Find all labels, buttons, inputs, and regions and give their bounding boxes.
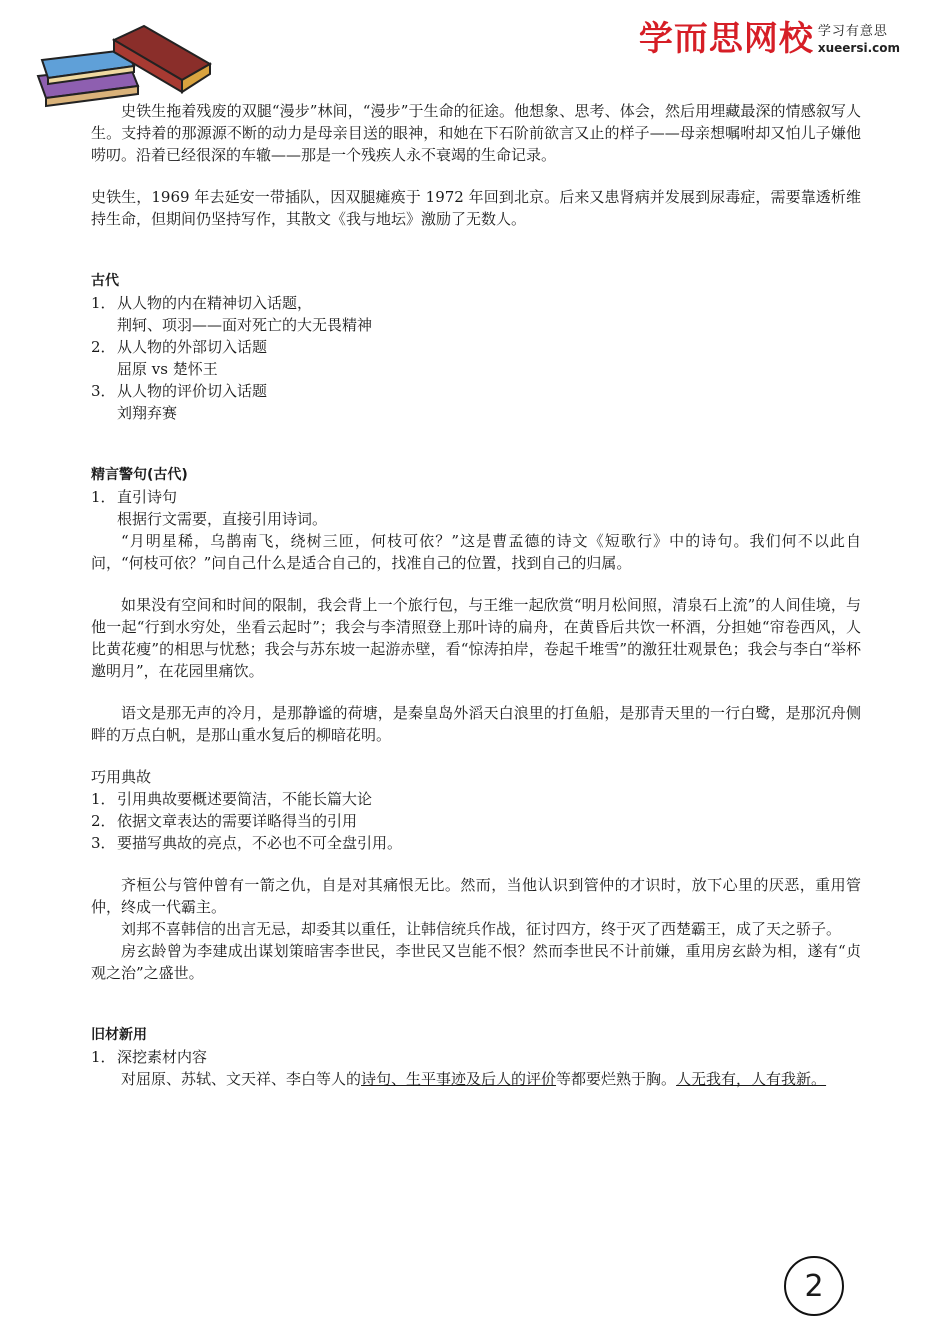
paragraph: 史铁生拖着残废的双腿“漫步”林间，“漫步”于生命的征途。他想象、思考、体会，然后用埋藏最深的情感叙写人生。支持着的那源源不断的动力是母亲目送的眼神，和她在下石阶前欲言又止的样子——母亲想嘱咐却又怕儿子嫌他唠叨。沿着已经很深的车辙——那是一个残疾人永不衰竭的生命记录。: [91, 102, 861, 164]
list-item-example: 刘翔弃赛: [117, 404, 178, 422]
section-heading: 精言警句(古代): [91, 467, 188, 483]
paragraph: 齐桓公与管仲曾有一箭之仇，自是对其痛恨无比。然而，当他认识到管仲的才识时，放下心里的厌恶，重用管仲，终成一代霸主。: [91, 876, 861, 916]
list-item: 2． 依据文章表达的需要详略得当的引用: [91, 812, 358, 830]
list-item-description: 根据行文需要，直接引用诗词。: [117, 510, 328, 528]
page-number: 2: [784, 1256, 844, 1316]
paragraph: 语文是那无声的冷月，是那静谧的荷塘，是秦皇岛外滔天白浪里的打鱼船，是那青天里的一行白鹭，是那沉舟侧畔的万点白帆，是那山重水复后的柳暗花明。: [91, 704, 861, 744]
paragraph: 房玄龄曾为李建成出谋划策暗害李世民，李世民又岂能不恨？然而李世民不计前嫌，重用房玄龄为相，遂有“贞观之治”之盛世。: [91, 942, 861, 982]
paragraph: “月明星稀，乌鹊南飞，绕树三匝，何枝可依？”这是曹孟德的诗文《短歌行》中的诗句。我们何不以此自问，“何枝可依？”问自己什么是适合自己的，找准自己的位置，找到自己的归属。: [91, 532, 861, 572]
list-item: 1． 深挖素材内容: [91, 1048, 208, 1066]
list-item-example: 荆轲、项羽——面对死亡的大无畏精神: [117, 316, 373, 334]
subsection-heading: 巧用典故: [91, 768, 152, 786]
section-heading: 古代: [91, 273, 119, 289]
list-item: 3． 从人物的评价切入话题: [91, 382, 268, 400]
books-illustration: [34, 22, 214, 112]
list-item: 1． 直引诗句: [91, 488, 178, 506]
paragraph: 刘邦不喜韩信的出言无忌，却委其以重任，让韩信统兵作战，征讨四方，终于灭了西楚霸王，成了天之骄子。: [121, 920, 842, 938]
list-item: 1． 从人物的内在精神切入话题，: [91, 294, 313, 312]
logo-slogan: 学习有意思: [817, 24, 888, 39]
logo-url: xueersi.com: [817, 41, 900, 55]
section-heading: 旧材新用: [91, 1027, 147, 1043]
list-item-example: 屈原 vs 楚怀王: [117, 360, 218, 378]
document-body: [91, 100, 861, 1090]
list-item: 1． 引用典故要概述要简洁，不能长篇大论: [91, 790, 373, 808]
paragraph: 如果没有空间和时间的限制，我会背上一个旅行包，与王维一起欣赏“明月松间照，清泉石上流”的人间佳境，与他一起“行到水穷处，坐看云起时”；我会与李清照登上那叶诗的扁舟，在黄昏后共饮一杯酒，分担她“帘卷西风，人比黄花瘦”的相思与忧愁；我会与苏东坡一起游赤壁，看“惊涛拍岸，卷起千堆雪”的激狂壮观景色；我会与李白“举杯邀明月”，在花园里痛饮。: [91, 596, 861, 680]
paragraph: 对屈原、苏轼、文天祥、李白等人的诗句、生平事迹及后人的评价等都要烂熟于胸。人无我有，人有我新。: [121, 1070, 827, 1088]
underlined-text: 人无我有，人有我新。: [676, 1070, 827, 1088]
logo-text: 学而思网校: [638, 19, 814, 59]
list-item: 2． 从人物的外部切入话题: [91, 338, 268, 356]
xueersi-logo: [639, 18, 900, 64]
underlined-text: 诗句、生平事迹及后人的评价: [361, 1070, 557, 1088]
paragraph: 史铁生，1969 年去延安一带插队，因双腿瘫痪于 1972 年回到北京。后来又患肾病并发展到尿毒症，需要靠透析维持生命，但期间仍坚持写作，其散文《我与地坛》激励了无数人。: [91, 188, 861, 228]
list-item: 3． 要描写典故的亮点，不必也不可全盘引用。: [91, 834, 403, 852]
